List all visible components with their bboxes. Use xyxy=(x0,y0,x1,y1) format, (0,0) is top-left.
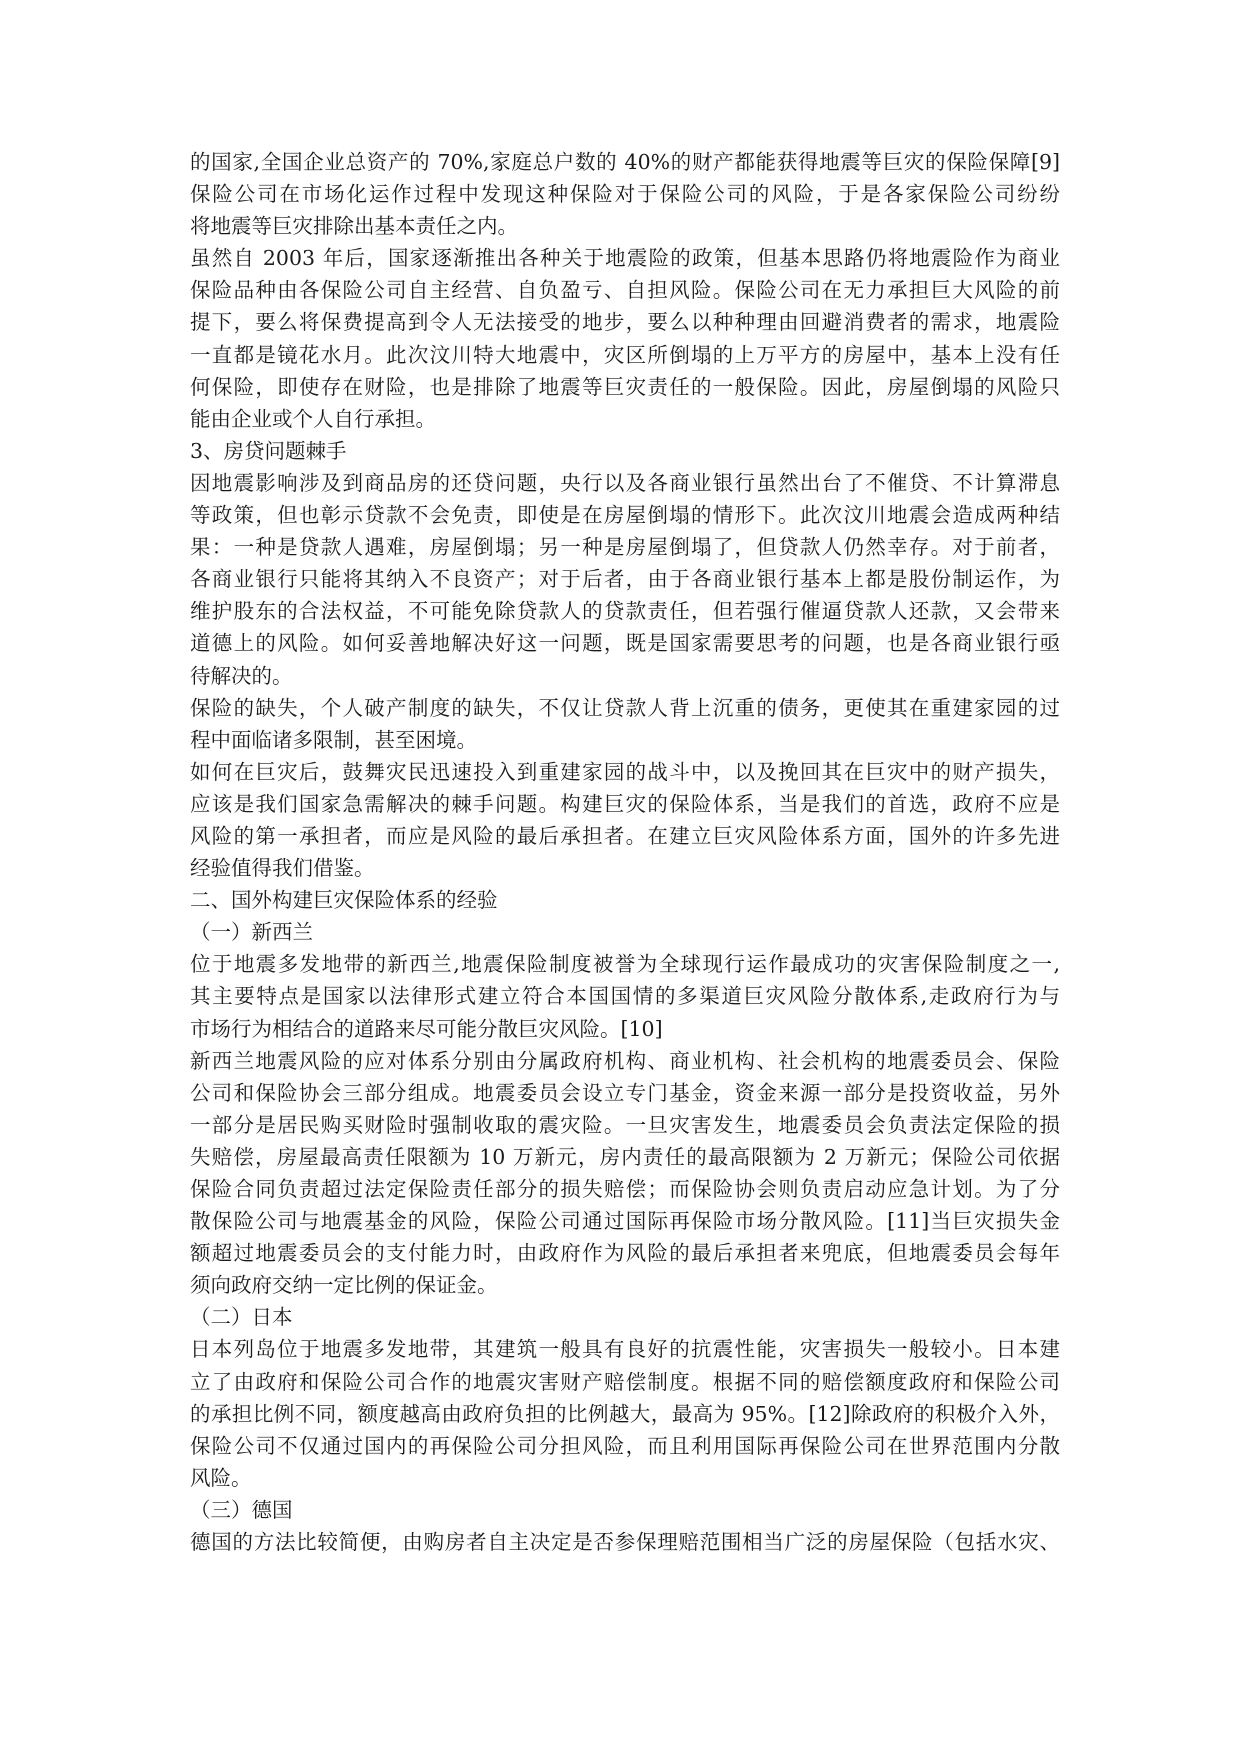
text-line: 保险公司在市场化运作过程中发现这种保险对于保险公司的风险，于是各家保险公司纷纷 xyxy=(190,182,1060,207)
text-line: 保险的缺失，个人破产制度的缺失，不仅让贷款人背上沉重的债务，更使其在重建家园的过 xyxy=(190,695,1060,720)
text-line: 位于地震多发地带的新西兰,地震保险制度被誉为全球现行运作最成功的灾害保险制度之一, xyxy=(190,952,1060,977)
text-line: 市场行为相结合的道路来尽可能分散巨灾风险。[10] xyxy=(190,1016,663,1041)
text-line: 须向政府交纳一定比例的保证金。 xyxy=(190,1273,498,1298)
text-line: 何保险，即使存在财险，也是排除了地震等巨灾责任的一般保险。因此，房屋倒塌的风险只 xyxy=(190,374,1060,399)
text-line: 保险公司不仅通过国内的再保险公司分担风险，而且利用国际再保险公司在世界范围内分散 xyxy=(190,1433,1060,1458)
text-line: 因地震影响涉及到商品房的还贷问题，央行以及各商业银行虽然出台了不催贷、不计算滞息 xyxy=(190,470,1060,495)
text-line: 保险合同负责超过法定保险责任部分的损失赔偿；而保险协会则负责启动应急计划。为了分 xyxy=(190,1177,1060,1201)
text-line: 应该是我们国家急需解决的棘手问题。构建巨灾的保险体系，当是我们的首选，政府不应是 xyxy=(190,791,1060,816)
text-line: 二、国外构建巨灾保险体系的经验 xyxy=(190,888,498,913)
text-line: （一）新西兰 xyxy=(190,920,313,945)
text-line: 保险品种由各保险公司自主经营、自负盈亏、自担风险。保险公司在无力承担巨大风险的前 xyxy=(190,278,1060,303)
text-line: 公司和保险协会三部分组成。地震委员会设立专门基金，资金来源一部分是投资收益，另外 xyxy=(190,1080,1060,1105)
text-line: 经验值得我们借鉴。 xyxy=(190,856,375,881)
text-line: 待解决的。 xyxy=(190,663,293,688)
text-line: 新西兰地震风险的应对体系分别由分属政府机构、商业机构、社会机构的地震委员会、保险 xyxy=(190,1048,1060,1073)
text-line: 维护股东的合法权益，不可能免除贷款人的贷款责任，但若强行催逼贷款人还款，又会带来 xyxy=(190,599,1060,624)
text-line: 风险的第一承担者，而应是风险的最后承担者。在建立巨灾风险体系方面，国外的许多先进 xyxy=(190,823,1060,848)
text-line: 一直都是镜花水月。此次汶川特大地震中，灾区所倒塌的上万平方的房屋中，基本上没有任 xyxy=(190,342,1060,367)
text-line: 能由企业或个人自行承担。 xyxy=(190,406,436,431)
text-line: 虽然自 2003 年后，国家逐渐推出各种关于地震险的政策，但基本思路仍将地震险作为商业 xyxy=(190,246,1060,271)
text-line: 如何在巨灾后，鼓舞灾民迅速投入到重建家园的战斗中，以及挽回其在巨灾中的财产损失， xyxy=(190,759,1060,784)
text-line: 风险。 xyxy=(190,1465,252,1490)
text-line: 一部分是居民购买财险时强制收取的震灾险。一旦灾害发生，地震委员会负责法定保险的损 xyxy=(190,1112,1060,1137)
text-line: 等政策，但也彰示贷款不会免责，即使是在房屋倒塌的情形下。此次汶川地震会造成两种结 xyxy=(190,503,1060,528)
text-line: 其主要特点是国家以法律形式建立符合本国国情的多渠道巨灾风险分散体系,走政府行为与 xyxy=(190,984,1060,1009)
text-line: 失赔偿，房屋最高责任限额为 10 万新元，房内责任的最高限额为 2 万新元；保险公司依据 xyxy=(190,1144,1060,1169)
text-line: 3、房贷问题棘手 xyxy=(190,438,347,463)
text-line: 额超过地震委员会的支付能力时，由政府作为风险的最后承担者来兜底，但地震委员会每年 xyxy=(190,1241,1060,1266)
text-line: 德国的方法比较简便，由购房者自主决定是否参保理赔范围相当广泛的房屋保险（包括水灾、 xyxy=(190,1530,1060,1555)
document-body xyxy=(190,146,1060,1558)
text-line: 各商业银行只能将其纳入不良资产；对于后者，由于各商业银行基本上都是股份制运作，为 xyxy=(190,567,1060,592)
text-line: 散保险公司与地震基金的风险，保险公司通过国际再保险市场分散风险。[11]当巨灾损失金 xyxy=(190,1209,1060,1234)
text-line: 的承担比例不同，额度越高由政府负担的比例越大，最高为 95%。[12]除政府的积极介入外， xyxy=(190,1401,1060,1426)
text-line: 日本列岛位于地震多发地带，其建筑一般具有良好的抗震性能，灾害损失一般较小。日本建 xyxy=(190,1337,1060,1362)
text-line: （二）日本 xyxy=(190,1305,293,1330)
text-line: 程中面临诸多限制，甚至困境。 xyxy=(190,727,477,752)
text-line: 立了由政府和保险公司合作的地震灾害财产赔偿制度。根据不同的赔偿额度政府和保险公司 xyxy=(190,1369,1060,1394)
text-line: 道德上的风险。如何妥善地解决好这一问题，既是国家需要思考的问题，也是各商业银行亟 xyxy=(190,631,1060,656)
text-line: 提下，要么将保费提高到令人无法接受的地步，要么以种种理由回避消费者的需求，地震险 xyxy=(190,310,1060,335)
text-line: 的国家,全国企业总资产的 70%,家庭总户数的 40%的财产都能获得地震等巨灾的保险保障[9] xyxy=(190,150,1060,174)
text-line: 果：一种是贷款人遇难，房屋倒塌；另一种是房屋倒塌了，但贷款人仍然幸存。对于前者， xyxy=(190,535,1060,560)
text-line: （三）德国 xyxy=(190,1497,293,1522)
text-line: 将地震等巨灾排除出基本责任之内。 xyxy=(190,214,518,239)
